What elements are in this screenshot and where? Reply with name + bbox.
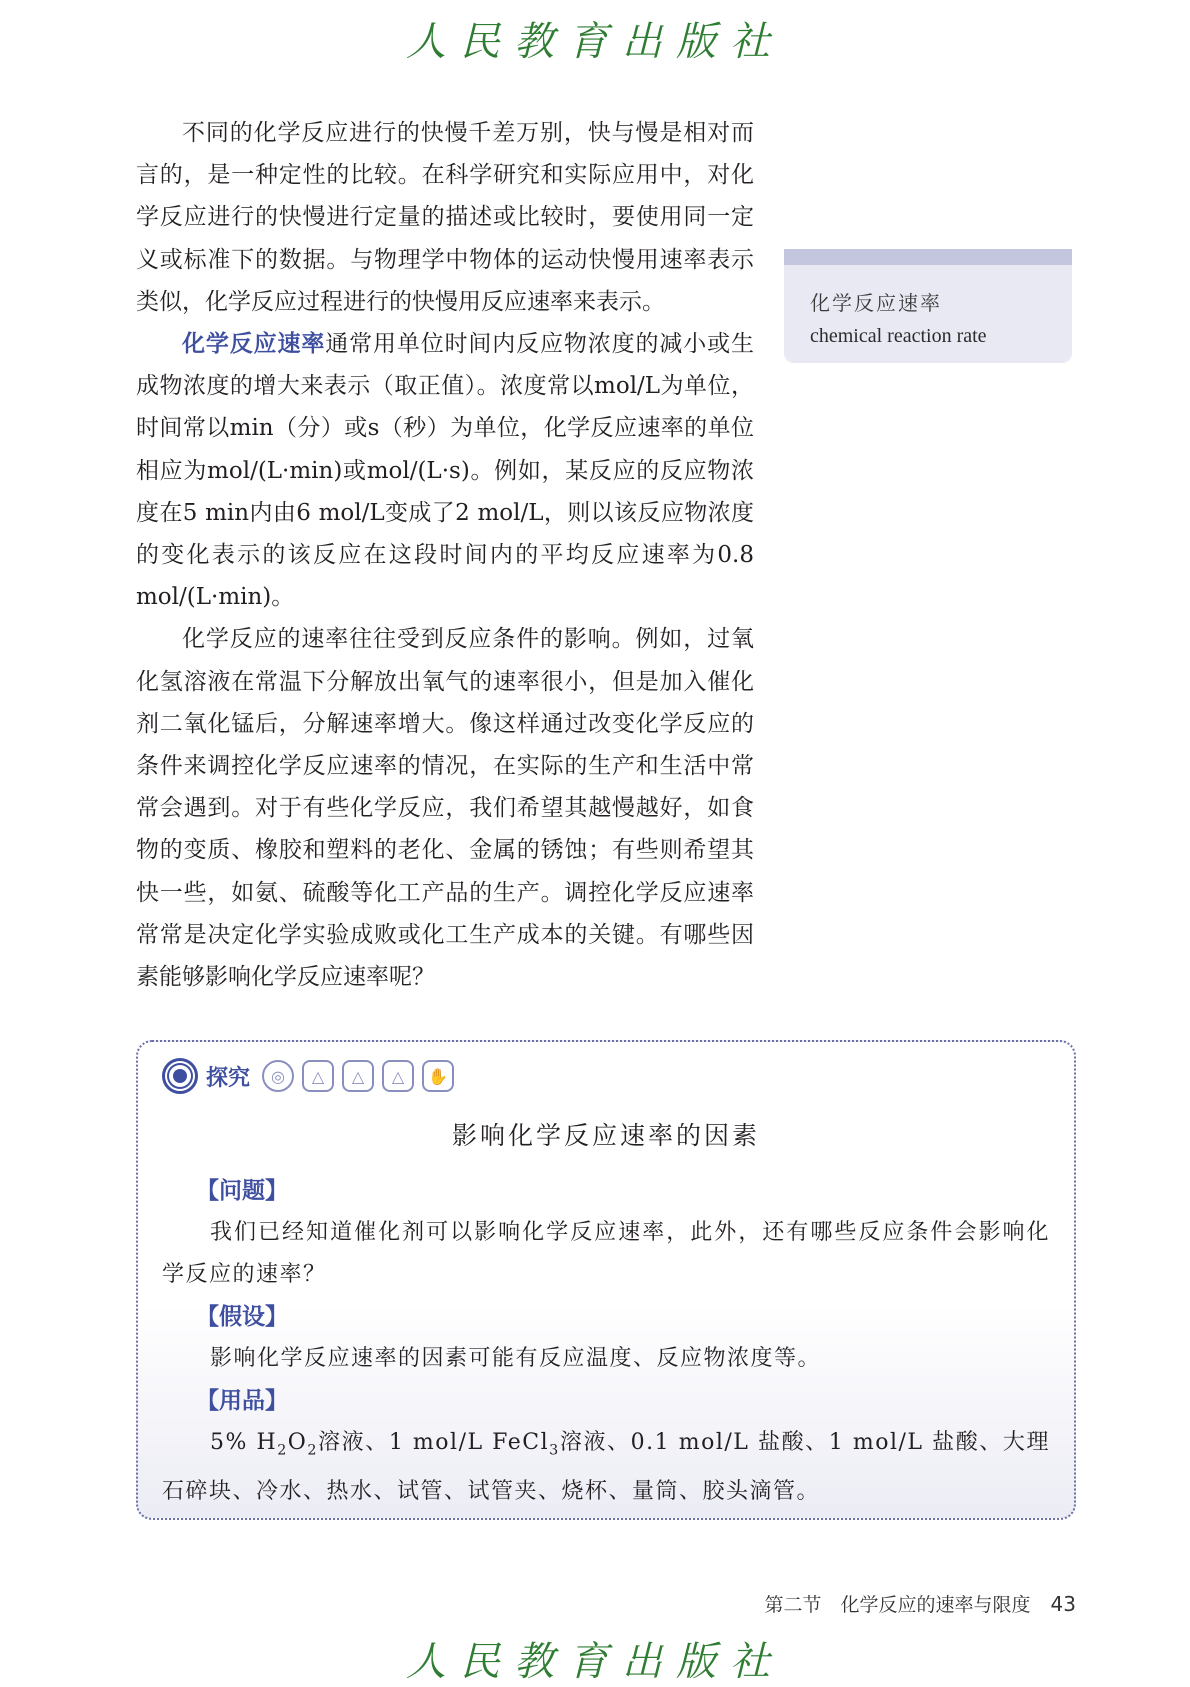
paragraph-1: 不同的化学反应进行的快慢千差万别，快与慢是相对而言的，是一种定性的比较。在科学研究和实际应用中，对化学反应进行的快慢进行定量的描述或比较时，要使用同一定义或标准下的数据。与物理学中物体的运动快慢用速率表示类似，化学反应过程进行的快慢用反应速率来表示。 bbox=[136, 120, 754, 315]
ventilation-icon: △ bbox=[382, 1060, 414, 1092]
target-icon bbox=[162, 1058, 198, 1094]
flame-warning-icon: △ bbox=[302, 1060, 334, 1092]
page-footer bbox=[765, 1590, 1076, 1617]
paragraph-2-text: 通常用单位时间内反应物浓度的减小或生成物浓度的增大来表示（取正值）。浓度常以mol/L为单位，时间常以min（分）或s（秒）为单位，化学反应速率的单位相应为mol/(L·min)或mol/(L·s)。例如，某反应的反应物浓度在5 min内由6 mol/L变成了2 mol/L，则以该反应物浓度的变化表示的该反应在这段时间内的平均反应速率为0.8 mol/(L·min)。 bbox=[136, 331, 755, 611]
explore-header bbox=[162, 1056, 454, 1096]
question-heading: 【问题】 bbox=[196, 1178, 288, 1204]
hypothesis-text bbox=[162, 1338, 1050, 1380]
section-title: 第二节 化学反应的速率与限度 bbox=[764, 1594, 1031, 1616]
question-paragraph: 我们已经知道催化剂可以影响化学反应速率，此外，还有哪些反应条件会影响化学反应的速率？ bbox=[162, 1220, 1050, 1287]
glossary-sidebar bbox=[784, 249, 1072, 363]
explore-title: 影响化学反应速率的因素 bbox=[451, 1121, 760, 1150]
tool-icons bbox=[262, 1060, 454, 1092]
explore-label: 探究 bbox=[206, 1065, 251, 1091]
heat-warning-icon: △ bbox=[342, 1060, 374, 1092]
materials-text bbox=[162, 1422, 1050, 1513]
hypothesis-paragraph: 影响化学反应速率的因素可能有反应温度、反应物浓度等。 bbox=[210, 1346, 822, 1371]
explore-box bbox=[136, 1040, 1076, 1520]
glossary-term-zh: 化学反应速率 bbox=[810, 291, 942, 315]
key-term: 化学反应速率 bbox=[182, 331, 326, 358]
paragraph-3: 化学反应的速率往往受到反应条件的影响。例如，过氧化氢溶液在常温下分解放出氧气的速率很小，但是加入催化剂二氧化锰后，分解速率增大。像这样通过改变化学反应的条件来调控化学反应速率的情况，在实际的生产和生活中常常会遇到。对于有些化学反应，我们希望其越慢越好，如食物的变质、橡胶和塑料的老化、金属的锈蚀；有些则希望其快一些，如氨、硫酸等化工产品的生产。调控化学反应速率常常是决定化学实验成败或化工生产成本的关键。有哪些因素能够影响化学反应速率呢？ bbox=[136, 626, 754, 991]
question-text bbox=[162, 1212, 1050, 1296]
materials-paragraph: 5% $H_2O_2$溶液、1 mol/L FeCl$_3$溶液、0.1 mol/L 盐酸、1 mol/L 盐酸、大理石碎块、冷水、热水、试管、试管夹、烧杯、量筒、胶头滴管。 bbox=[162, 1430, 1050, 1505]
hypothesis-heading: 【假设】 bbox=[196, 1304, 288, 1330]
sidebar-bar bbox=[784, 249, 1072, 265]
page-number: 43 bbox=[1050, 1592, 1076, 1616]
materials-heading: 【用品】 bbox=[196, 1388, 288, 1414]
paragraph-2 bbox=[136, 323, 754, 618]
body-text bbox=[136, 112, 754, 998]
glossary-term-en: chemical reaction rate bbox=[810, 325, 987, 347]
publisher-logo-top: 人民教育出版社 bbox=[406, 19, 784, 65]
wash-hands-icon: ✋ bbox=[422, 1060, 454, 1092]
goggles-icon: ◎ bbox=[262, 1060, 294, 1092]
publisher-logo-bottom: 人民教育出版社 bbox=[406, 1639, 784, 1685]
